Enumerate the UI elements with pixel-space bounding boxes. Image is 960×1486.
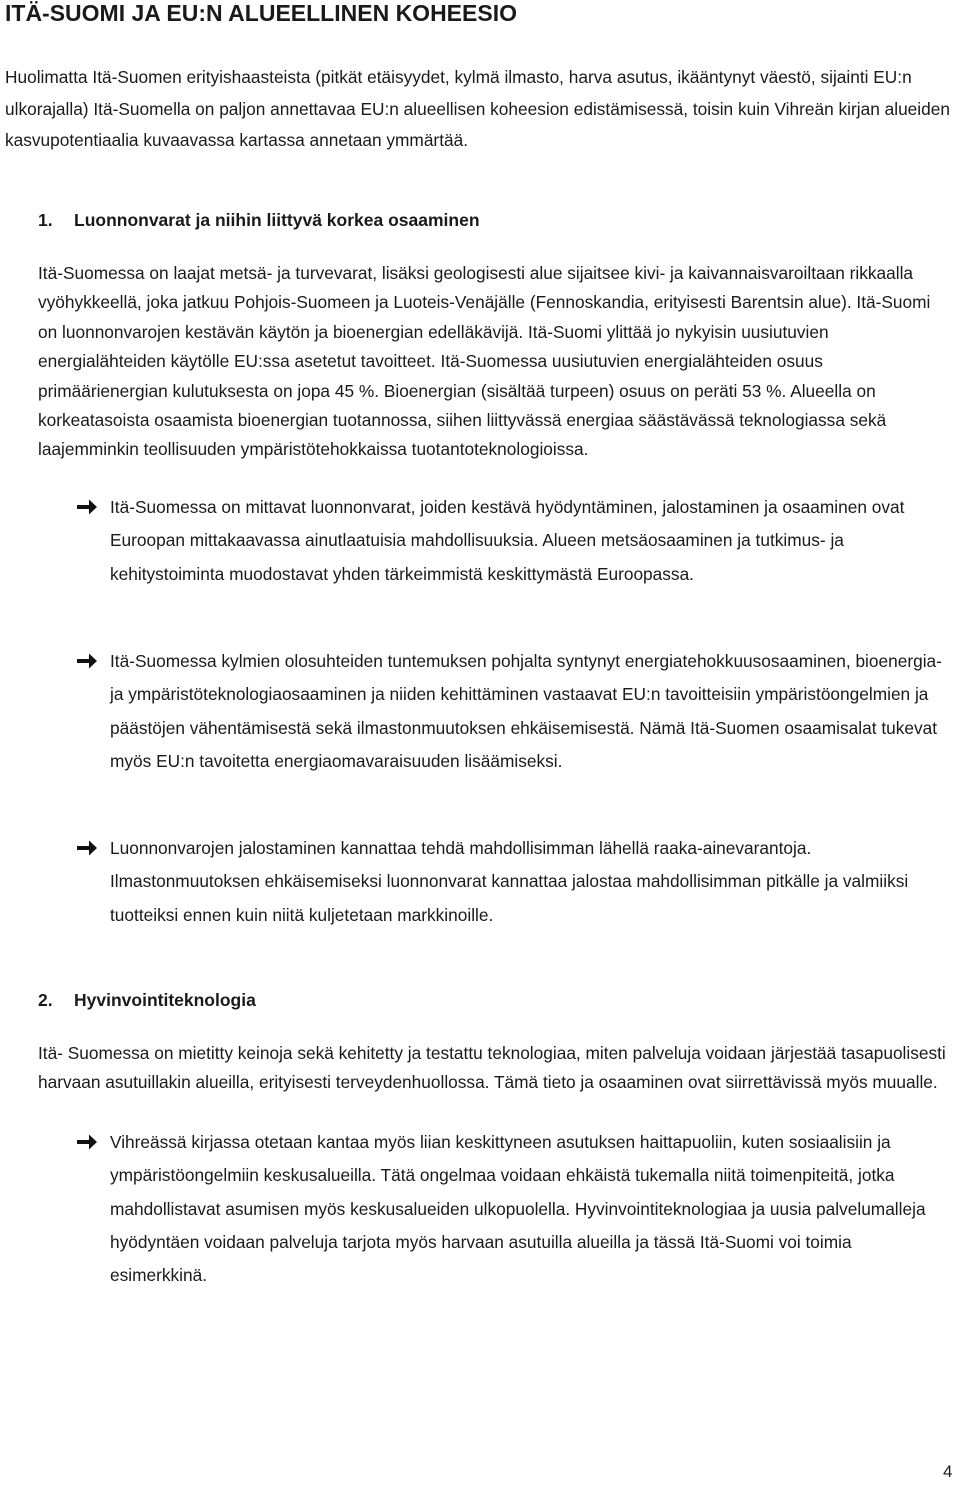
bullet-text: Luonnonvarojen jalostaminen kannattaa tehdä mahdollisimman lähellä raaka-ainevarantoja. Ilmastonmuutoksen ehkäisemiseksi luonnonvarat kannattaa jalostaa mahdollisimman pitkälle ja valmiiksi tuotteiksi ennen kuin niitä kuljetetaan markkinoille. (110, 838, 909, 925)
page-title: ITÄ-SUOMI JA EU:N ALUEELLINEN KOHEESIO (5, 0, 517, 26)
section-1-paragraph: Itä-Suomessa on laajat metsä- ja turvevarat, lisäksi geologisesti alue sijaitsee kivi- ja kaivannaisvaroiltaan rikkaalla vyöhykkeellä, joka jatkuu Pohjois-Suomeen ja Luoteis-Venäjälle (Fennoskandia, erityisesti Barentsin alue). Itä-Suomi on luonnonvarojen kestävän käytön ja bioenergian edelläkävijä. Itä-Suomi ylittää jo nykyisin uusiutuvien energialähteiden käytölle EU:ssa asetetut tavoitteet. Itä-Suomessa uusiutuvien energialähteiden osuus primäärienergian kulutuksesta on jopa 45 %. Bioenergian (sisältää turpeen) osuus on peräti 53 %. Alueella on korkeatasoista osaamista bioenergian tuotannossa, siihen liittyvässä energiaa säästävässä teknologiassa sekä laajemminkin teollisuuden ympäristötehokkaissa tuotantoteknologioissa. (38, 263, 931, 460)
arrow-right-icon (76, 839, 98, 857)
intro-paragraph: Huolimatta Itä-Suomen erityishaasteista (pitkät etäisyydet, kylmä ilmasto, harva asutus, ikääntynyt väestö, sijainti EU:n ulkorajalla) Itä-Suomella on paljon annettavaa EU:n alueellisen koheesion edistämisessä, toisin kuin Vihreän kirjan alueiden kasvupotentiaalia kuvaavassa kartassa annetaan ymmärtää. (5, 67, 950, 150)
section-2-title: Hyvinvointiteknologia (74, 990, 256, 1010)
section-1-heading (38, 210, 480, 231)
section-1-title: Luonnonvarat ja niihin liittyvä korkea osaaminen (74, 210, 480, 230)
section-2-paragraph: Itä- Suomessa on mietitty keinoja sekä kehitetty ja testattu teknologiaa, miten palveluja voidaan järjestää tasapuolisesti harvaan asutuillakin alueilla, erityisesti terveydenhuollossa. Tämä tieto ja osaaminen ovat siirrettävissä myös muualle. (38, 1043, 946, 1093)
bullet-text: Itä-Suomessa kylmien olosuhteiden tuntemuksen pohjalta syntynyt energiatehokkuusosaaminen, bioenergia- ja ympäristöteknologiaosaaminen ja niiden kehittäminen vastaavat EU:n tavoitteisiin ympäristöongelmien ja päästöjen vähentämisestä sekä ilmastonmuutoksen ehkäisemisestä. Nämä Itä-Suomen osaamisalat tukevat myös EU:n tavoitetta energiaomavaraisuuden lisäämiseksi. (110, 651, 942, 771)
section-1-number: 1. (38, 210, 53, 230)
bullet-text: Itä-Suomessa on mittavat luonnonvarat, joiden kestävä hyödyntäminen, jalostaminen ja osaaminen ovat Euroopan mittakaavassa ainutlaatuisia mahdollisuuksia. Alueen metsäosaaminen ja tutkimus- ja kehitystoiminta muodostavat yhden tärkeimmistä keskittymästä Euroopassa. (110, 497, 905, 584)
section-2-number: 2. (38, 990, 53, 1010)
page-number: 4 (943, 1462, 953, 1481)
section-1-bullet-2 (76, 645, 946, 778)
section-1-bullet-1 (76, 491, 946, 591)
section-2-heading (38, 990, 256, 1011)
arrow-right-icon (76, 498, 98, 516)
section-1-bullet-3 (76, 832, 946, 932)
arrow-right-icon (76, 1133, 98, 1151)
arrow-right-icon (76, 652, 98, 670)
bullet-text: Vihreässä kirjassa otetaan kantaa myös liian keskittyneen asutuksen haittapuoliin, kuten sosiaalisiin ja ympäristöongelmiin keskusalueilla. Tätä ongelmaa voidaan ehkäistä tukemalla niitä toimenpiteitä, jotka mahdollistavat asumisen myös keskusalueiden ulkopuolella. Hyvinvointiteknologiaa ja uusia palvelumalleja hyödyntäen voidaan palveluja tarjota myös harvaan asutuilla alueilla ja tässä Itä-Suomi voi toimia esimerkkinä. (110, 1132, 926, 1286)
section-2-bullet-1 (76, 1126, 946, 1292)
